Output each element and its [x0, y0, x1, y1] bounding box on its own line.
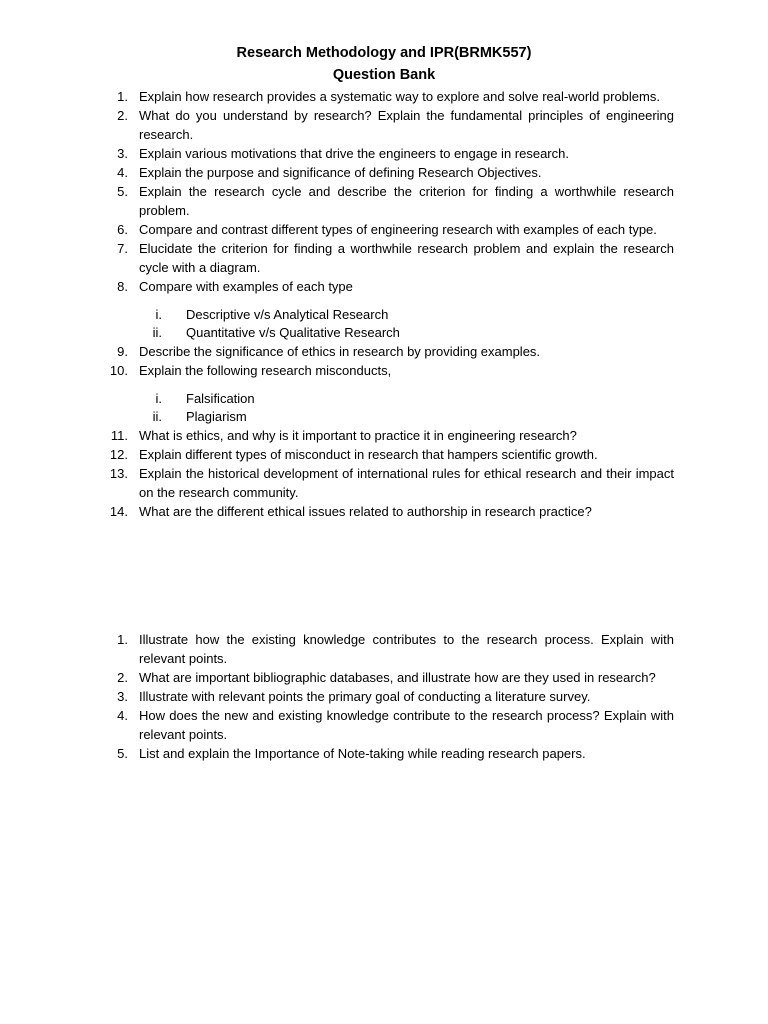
question-text: Compare with examples of each type: [139, 279, 353, 294]
sub-item-number: ii.: [152, 325, 162, 340]
sub-item-number: i.: [155, 307, 162, 322]
sub-item: [0, 408, 768, 426]
sub-item-text: Plagiarism: [186, 409, 247, 424]
sub-list: [0, 390, 768, 426]
question-item: [0, 361, 768, 426]
question-item: [0, 668, 768, 687]
question-item: [0, 342, 768, 361]
question-item: [0, 106, 768, 144]
sub-item: [0, 324, 768, 342]
question-item: [0, 706, 768, 744]
question-number: 6.: [117, 222, 128, 237]
question-number: 14.: [109, 504, 128, 519]
question-item: [0, 445, 768, 464]
question-text: Explain the purpose and significance of defining Research Objectives.: [139, 165, 542, 180]
sub-item-text: Descriptive v/s Analytical Research: [186, 307, 389, 322]
question-item: [0, 630, 768, 668]
question-list-part-1: [0, 87, 768, 521]
question-number: 5.: [117, 746, 128, 761]
question-text: List and explain the Importance of Note-taking while reading research papers.: [139, 746, 586, 761]
question-number: 3.: [117, 146, 128, 161]
question-number: 9.: [117, 344, 128, 359]
question-item: [0, 502, 768, 521]
question-number: 3.: [117, 689, 128, 704]
sub-list: [0, 306, 768, 342]
question-text: Explain the research cycle and describe the criterion for finding a worthwhile research problem.: [139, 184, 674, 218]
question-text: How does the new and existing knowledge contribute to the research process? Explain with relevant points.: [139, 708, 674, 742]
question-text: Illustrate how the existing knowledge contributes to the research process. Explain with relevant points.: [139, 632, 674, 666]
question-text: Explain the following research misconducts,: [139, 363, 392, 378]
question-number: 10.: [109, 363, 128, 378]
question-item: [0, 687, 768, 706]
question-number: 1.: [117, 632, 128, 647]
sub-item-number: ii.: [152, 409, 162, 424]
question-text: What are important bibliographic databases, and illustrate how are they used in research?: [139, 670, 656, 685]
question-item: [0, 182, 768, 220]
question-number: 12.: [109, 447, 128, 462]
question-item: [0, 239, 768, 277]
sub-item-text: Falsification: [186, 391, 255, 406]
question-number: 2.: [117, 670, 128, 685]
question-number: 2.: [117, 108, 128, 123]
question-item: [0, 277, 768, 342]
question-text: What are the different ethical issues related to authorship in research practice?: [139, 504, 592, 519]
question-list-part-2: [0, 630, 768, 763]
question-number: 13.: [109, 466, 128, 481]
question-text: Explain how research provides a systematic way to explore and solve real-world problems.: [139, 89, 660, 104]
question-number: 4.: [117, 165, 128, 180]
question-text: Explain the historical development of international rules for ethical research and their impact on the research community.: [139, 466, 674, 500]
question-item: [0, 744, 768, 763]
question-item: [0, 87, 768, 106]
page-title: Research Methodology and IPR(BRMK557): [236, 45, 532, 61]
sub-item: [0, 306, 768, 324]
question-number: 5.: [117, 184, 128, 199]
question-item: [0, 220, 768, 239]
question-text: Compare and contrast different types of engineering research with examples of each type.: [139, 222, 657, 237]
question-text: Explain different types of misconduct in research that hampers scientific growth.: [139, 447, 598, 462]
question-text: Explain various motivations that drive the engineers to engage in research.: [139, 146, 569, 161]
sub-item: [0, 390, 768, 408]
question-item: [0, 426, 768, 445]
sub-item-text: Quantitative v/s Qualitative Research: [186, 325, 400, 340]
sub-item-number: i.: [155, 391, 162, 406]
question-number: 7.: [117, 241, 128, 256]
question-text: Describe the significance of ethics in research by providing examples.: [139, 344, 541, 359]
page-subtitle: Question Bank: [332, 67, 436, 83]
question-text: Elucidate the criterion for finding a worthwhile research problem and explain the research cycle with a diagram.: [139, 241, 674, 275]
question-number: 4.: [117, 708, 128, 723]
question-number: 11.: [110, 428, 128, 443]
question-number: 1.: [117, 89, 128, 104]
question-text: Illustrate with relevant points the primary goal of conducting a literature survey.: [139, 689, 591, 704]
question-item: [0, 163, 768, 182]
question-item: [0, 464, 768, 502]
question-number: 8.: [117, 279, 128, 294]
question-text: What do you understand by research? Explain the fundamental principles of engineering research.: [139, 108, 674, 142]
question-text: What is ethics, and why is it important to practice it in engineering research?: [139, 428, 577, 443]
question-item: [0, 144, 768, 163]
